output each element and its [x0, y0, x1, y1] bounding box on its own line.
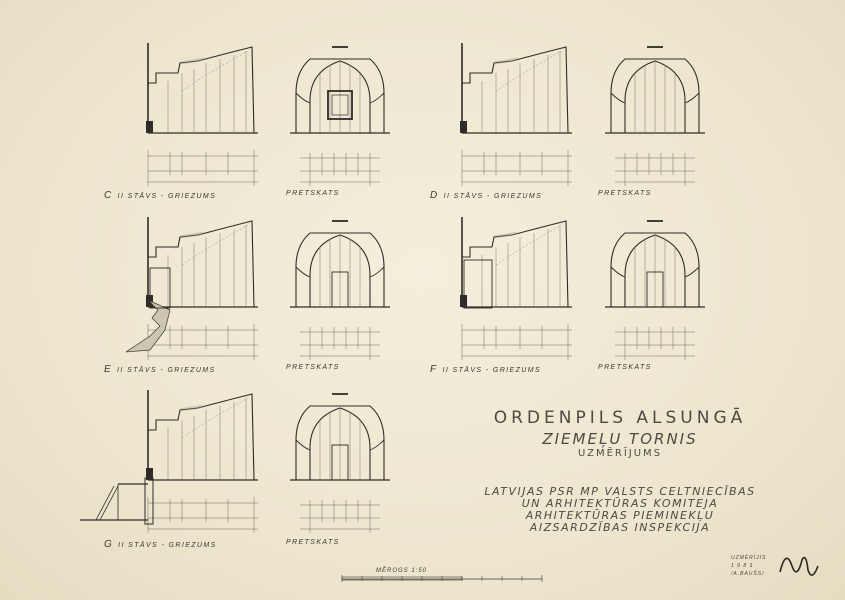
sheet-subtitle: ZIEMEĻU TORNIS	[542, 430, 698, 448]
elevation-c	[290, 47, 390, 186]
section-c	[146, 43, 258, 186]
label-g: G II STĀVS - GRIEZUMS	[104, 539, 217, 550]
label-d: D II STĀVS - GRIEZUMS	[430, 190, 543, 201]
stair-detail	[80, 478, 153, 524]
label-e: E II STĀVS - GRIEZUMS	[104, 364, 216, 375]
section-g	[146, 390, 258, 533]
view-label-c: PRETSKATS	[286, 190, 340, 197]
view-label-d: PRETSKATS	[598, 190, 652, 197]
measured-stamp: UZMĒRĪJIS 1 9 8 3 /A.BAUŠS/	[731, 555, 767, 577]
scale-bar	[342, 575, 542, 582]
elevation-e	[290, 221, 390, 360]
elevation-d	[605, 47, 705, 186]
sheet-type: UZMĒRĪJUMS	[577, 448, 663, 459]
section-e	[146, 217, 258, 360]
title-block	[470, 408, 770, 459]
scale-label: MĒROGS 1:50	[376, 568, 428, 574]
sheet-title: ORDENPILS ALSUNGĀ	[493, 408, 747, 428]
elevation-g	[290, 394, 390, 533]
section-f	[460, 217, 572, 360]
section-d	[460, 43, 572, 186]
label-f: F II STĀVS - GRIEZUMS	[430, 364, 542, 375]
view-label-e: PRETSKATS	[286, 364, 340, 371]
institution-block: LATVIJAS PSR MP VALSTS CELTNIECĪBAS UN ARHITEKTŪRAS KOMITEJA ARHITEKTŪRAS PIEMINEKĻU AIZSARDZĪBAS INSPEKCIJA	[484, 485, 756, 534]
elevation-f	[605, 221, 705, 360]
signature	[780, 558, 818, 576]
label-c: C II STĀVS - GRIEZUMS	[104, 190, 217, 201]
view-label-f: PRETSKATS	[598, 364, 652, 371]
view-label-g: PRETSKATS	[286, 539, 340, 546]
